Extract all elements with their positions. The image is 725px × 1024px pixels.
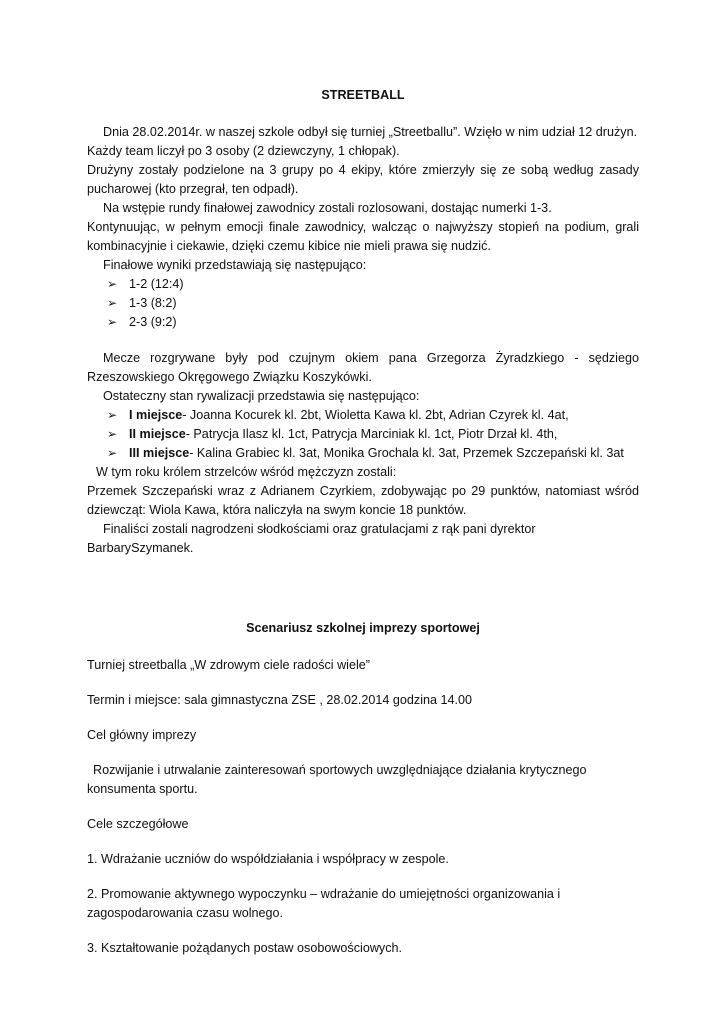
paragraph-groups: Drużyny zostały podzielone na 3 grupy po 4 ekipy, które zmierzyły się ze sobą według zasady pucharowej (kto przegrał, ten odpadł). xyxy=(87,163,639,196)
scenario-goal-3: 3. Kształtowanie pożądanych postaw osobowościowych. xyxy=(87,941,403,955)
paragraph-referee: Mecze rozgrywane były pod czujnym okiem pana Grzegorza Żyradzkiego - sędziego Rzeszowskiego Okręgowego Związku Koszykówki. xyxy=(87,351,639,384)
scenario-main-goal-heading: Cel główny imprezy xyxy=(87,728,197,742)
scenario-goal-1: 1. Wdrażanie uczniów do współdziałania i współpracy w zespole. xyxy=(87,852,449,866)
places-list xyxy=(87,406,639,463)
place-label: I miejsce xyxy=(129,408,183,422)
list-item xyxy=(87,406,639,425)
paragraph-standings-intro: Ostateczny stan rywalizacji przedstawia się następująco: xyxy=(103,389,420,403)
arrow-bullet-icon: ➢ xyxy=(107,427,118,441)
place-label: II miejsce xyxy=(129,427,186,441)
list-item: ➢ 1-2 (12:4) xyxy=(87,275,639,294)
results-list xyxy=(87,275,639,332)
arrow-bullet-icon: ➢ xyxy=(107,277,118,291)
paragraph-top-scorers: Przemek Szczepański wraz z Adrianem Czyrkiem, zdobywając po 29 punktów, natomiast wśród dziewcząt: Wiola Kawa, która naliczyła na swym koncie 18 punktów. xyxy=(87,484,639,517)
scenario-goal-2: 2. Promowanie aktywnego wypoczynku – wdrażanie do umiejętności organizowania i zagospodarowania czasu wolnego. xyxy=(87,887,561,920)
paragraph-final: Kontynuując, w pełnym emocji finale zawodnicy, walcząc o najwyższy stopień na podium, grali kombinacyjnie i ciekawie, dzięki czemu kibice nie mieli prawa się nudzić. xyxy=(87,220,639,253)
section-title-scenario: Scenariusz szkolnej imprezy sportowej xyxy=(246,621,480,635)
list-item: ➢ 1-3 (8:2) xyxy=(87,294,639,313)
list-item xyxy=(87,444,639,463)
place-text: - Patrycja Ilasz kl. 1ct, Patrycja Marciniak kl. 1ct, Piotr Drzał kl. 4th, xyxy=(185,427,558,441)
scenario-main-goal: Rozwijanie i utrwalanie zainteresowań sportowych uwzględniające działania krytycznego konsumenta sportu. xyxy=(87,763,587,796)
list-item: ➢ 2-3 (9:2) xyxy=(87,313,639,332)
paragraph-results-intro: Finałowe wyniki przedstawiają się następująco: xyxy=(103,258,367,272)
arrow-bullet-icon: ➢ xyxy=(107,315,118,329)
arrow-bullet-icon: ➢ xyxy=(107,408,118,422)
list-item xyxy=(87,425,639,444)
arrow-bullet-icon: ➢ xyxy=(107,296,118,310)
place-text: - Joanna Kocurek kl. 2bt, Wioletta Kawa kl. 2bt, Adrian Czyrek kl. 4at, xyxy=(182,408,569,422)
paragraph-final-draw: Na wstępie rundy finałowej zawodnicy zostali rozlosowani, dostając numerki 1-3. xyxy=(103,201,552,215)
arrow-bullet-icon: ➢ xyxy=(107,446,118,460)
scenario-detailed-goals-heading: Cele szczegółowe xyxy=(87,817,189,831)
paragraph-intro: Dnia 28.02.2014r. w naszej szkole odbył się turniej „Streetballu”. Wzięło w nim udział 12 drużyn. xyxy=(103,125,638,139)
standings-section xyxy=(87,349,639,558)
place-text: - Kalina Grabiec kl. 3at, Monika Grochala kl. 3at, Przemek Szczepański kl. 3at xyxy=(189,446,624,460)
section-title-streetball: STREETBALL xyxy=(321,88,405,102)
paragraph-top-scorers-intro: W tym roku królem strzelców wśród mężczyzn zostali: xyxy=(96,465,397,479)
report-section xyxy=(87,123,639,332)
place-label: III miejsce xyxy=(129,446,190,460)
scenario-date-place: Termin i miejsce: sala gimnastyczna ZSE , 28.02.2014 godzina 14.00 xyxy=(87,693,473,707)
paragraph-awards: Finaliści zostali nagrodzeni słodkościami oraz gratulacjami z rąk pani dyrektor BarbarySzymanek. xyxy=(87,522,536,555)
paragraph-team: Każdy team liczył po 3 osoby (2 dziewczyny, 1 chłopak). xyxy=(87,144,400,158)
scenario-event-name: Turniej streetballa „W zdrowym ciele radości wiele” xyxy=(87,658,370,672)
scenario-section xyxy=(87,656,639,974)
